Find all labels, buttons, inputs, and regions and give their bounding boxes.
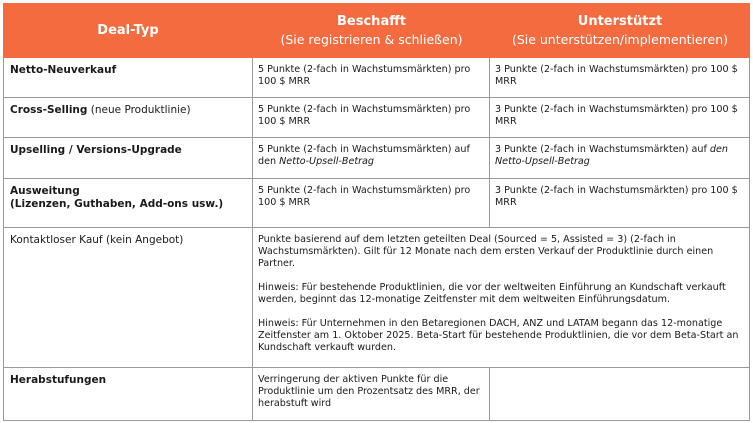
sourced-cell: 5 Punkte (2-fach in Wachstumsmärkten) pro 100 $ MRR (253, 58, 490, 98)
header-assisted-title: Unterstützt (577, 13, 663, 29)
assisted-cell: 3 Punkte (2-fach in Wachstumsmärkten) pro 100 $ MRR (490, 58, 750, 98)
row-label (3, 98, 253, 138)
table-body (3, 58, 750, 421)
row-label: Netto-Neuverkauf (3, 58, 253, 98)
table-row-cross-selling (3, 98, 750, 138)
deal-type-table (3, 3, 750, 421)
table-header (3, 3, 750, 58)
row-label-rest: (neue Produktlinie) (87, 104, 191, 116)
header-sourced-title: Beschafft (337, 13, 406, 29)
header-assisted (490, 3, 750, 58)
assisted-emphasis: den Netto-Upsell-Betrag (495, 144, 728, 167)
row-label: Herabstufungen (3, 368, 253, 421)
row-label-bold: Cross-Selling (10, 104, 88, 116)
header-deal-type (3, 3, 253, 58)
row-label: Upselling / Versions-Upgrade (3, 138, 253, 179)
sourced-emphasis: Netto-Upsell-Betrag (279, 156, 375, 167)
sourced-cell: Verringerung der aktiven Punkte für die Produktlinie um den Prozentsatz des MRR, der herabstuft wird (253, 368, 490, 421)
table-row-downgrades (3, 368, 750, 421)
assisted-cell: 3 Punkte (2-fach in Wachstumsmärkten) pro 100 $ MRR (490, 98, 750, 138)
sourced-cell: 5 Punkte (2-fach in Wachstumsmärkten) pro 100 $ MRR (253, 179, 490, 228)
assisted-text: 3 Punkte (2-fach in Wachstumsmärkten) auf (495, 144, 710, 155)
header-deal-type-label: Deal-Typ (97, 22, 159, 38)
table-row-upselling (3, 138, 750, 179)
table-row-touchless-purchase (3, 228, 750, 368)
header-sourced-subtitle: (Sie registrieren & schließen) (280, 31, 463, 47)
sourced-text: 5 Punkte (2-fach in Wachstumsmärkten) auf den (258, 144, 470, 167)
header-assisted-subtitle: (Sie unterstützen/implementieren) (511, 31, 729, 47)
sourced-cell: 5 Punkte (2-fach in Wachstumsmärkten) pro 100 $ MRR (253, 98, 490, 138)
touchless-description-cell (253, 228, 750, 368)
header-sourced (253, 3, 490, 58)
assisted-cell (490, 368, 750, 421)
sourced-cell (253, 138, 490, 179)
touchless-note-1: Hinweis: Für bestehende Produktlinien, die vor der weltweiten Einführung an Kundschaft verkauft werden, beginnt das 12-monatige Zeitfenster mit dem weltweiten Einführungsdatum. (258, 282, 726, 305)
assisted-cell: 3 Punkte (2-fach in Wachstumsmärkten) pro 100 $ MRR (490, 179, 750, 228)
table-row-expansion (3, 179, 750, 228)
touchless-note-2: Hinweis: Für Unternehmen in den Betaregionen DACH, ANZ und LATAM begann das 12-monatige Zeitfenster am 1. Oktober 2025. Beta-Start für bestehende Produktlinien, die vor dem Beta-Start an Kundschaft verkauft wurden. (258, 318, 739, 353)
touchless-paragraph-1: Punkte basierend auf dem letzten geteilten Deal (Sourced = 5, Assisted = 3) (2-fach in Wachstumsmärkten). Gilt für 12 Monate nach dem ersten Verkauf der Produktlinie durch einen Partner. (258, 234, 714, 269)
row-label-line1: Ausweitung (10, 185, 80, 197)
row-label: Kontaktloser Kauf (kein Angebot) (3, 228, 253, 368)
assisted-cell (490, 138, 750, 179)
table-row-net-new (3, 58, 750, 98)
row-label (3, 179, 253, 228)
row-label-line2: (Lizenzen, Guthaben, Add-ons usw.) (10, 198, 224, 210)
